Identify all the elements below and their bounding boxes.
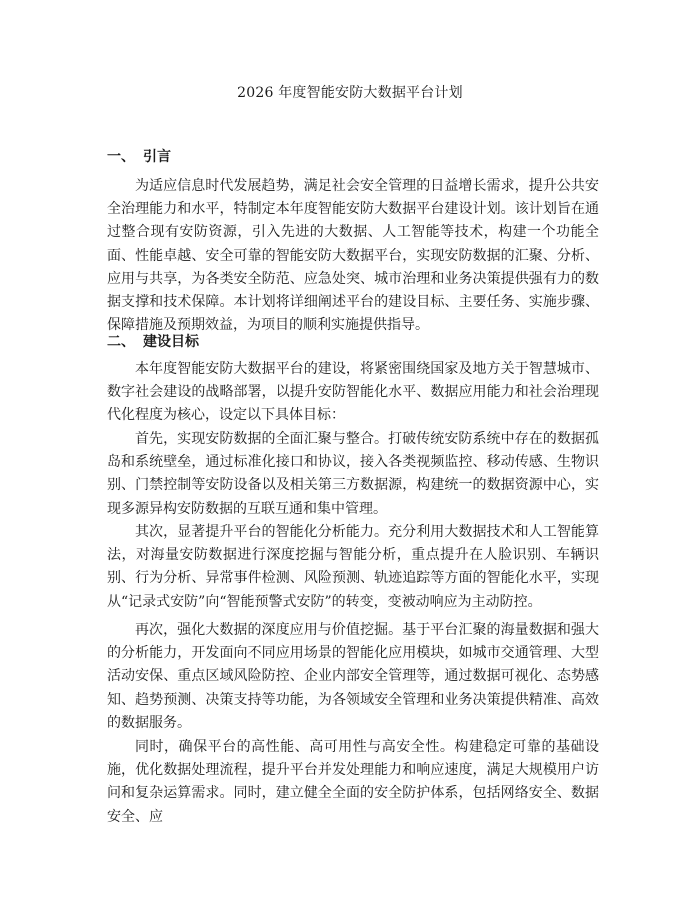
section-title: 引言 xyxy=(143,149,171,165)
section-number: 二、 xyxy=(107,334,135,350)
section-heading-introduction xyxy=(107,146,171,166)
paragraph: 其次，显著提升平台的智能化分析能力。充分利用大数据技术和人工智能算法，对海量安防数据进行深度挖掘与智能分析，重点提升在人脸识别、车辆识别、行为分析、异常事件检测、风险预测、轨迹追踪等方面的智能化水平，实现从“记录式安防”向“智能预警式安防”的转变，变被动响应为主动防控。 xyxy=(107,524,599,610)
section-heading-goals xyxy=(107,331,199,351)
paragraph: 同时，确保平台的高性能、高可用性与高安全性。构建稳定可靠的基础设施，优化数据处理流程，提升平台并发处理能力和响应速度，满足大规模用户访问和复杂运算需求。同时，建立健全全面的安全防护体系，包括网络安全、数据安全、应 xyxy=(107,739,599,825)
paragraph: 为适应信息时代发展趋势，满足社会安全管理的日益增长需求，提升公共安全治理能力和水平，特制定本年度智能安防大数据平台建设计划。该计划旨在通过整合现有安防资源，引入先进的大数据、人工智能等技术，构建一个功能全面、性能卓越、安全可靠的智能安防大数据平台，实现安防数据的汇聚、分析、应用与共享，为各类安全防范、应急处突、城市治理和业务决策提供强有力的数据支撑和技术保障。本计划将详细阐述平台的建设目标、主要任务、实施步骤、保障措施及预期效益，为项目的顺利实施提供指导。 xyxy=(107,178,599,334)
section-title: 建设目标 xyxy=(143,334,199,350)
paragraph: 再次，强化大数据的深度应用与价值挖掘。基于平台汇聚的海量数据和强大的分析能力，开发面向不同应用场景的智能化应用模块，如城市交通管理、大型活动安保、重点区域风险防控、企业内部安全管理等，通过数据可视化、态势感知、趋势预测、决策支持等功能，为各领域安全管理和业务决策提供精准、高效的数据服务。 xyxy=(107,622,599,731)
paragraph: 本年度智能安防大数据平台的建设，将紧密围绕国家及地方关于智慧城市、数字社会建设的战略部署，以提升安防智能化水平、数据应用能力和社会治理现代化程度为核心，设定以下具体目标： xyxy=(107,361,599,424)
document-title: 2026 年度智能安防大数据平台计划 xyxy=(237,85,463,101)
section-number: 一、 xyxy=(107,149,135,165)
paragraph: 首先，实现安防数据的全面汇聚与整合。打破传统安防系统中存在的数据孤岛和系统壁垒，通过标准化接口和协议，接入各类视频监控、移动传感、生物识别、门禁控制等安防设备以及相关第三方数据源，构建统一的数据资源中心，实现多源异构安防数据的互联互通和集中管理。 xyxy=(107,431,599,517)
